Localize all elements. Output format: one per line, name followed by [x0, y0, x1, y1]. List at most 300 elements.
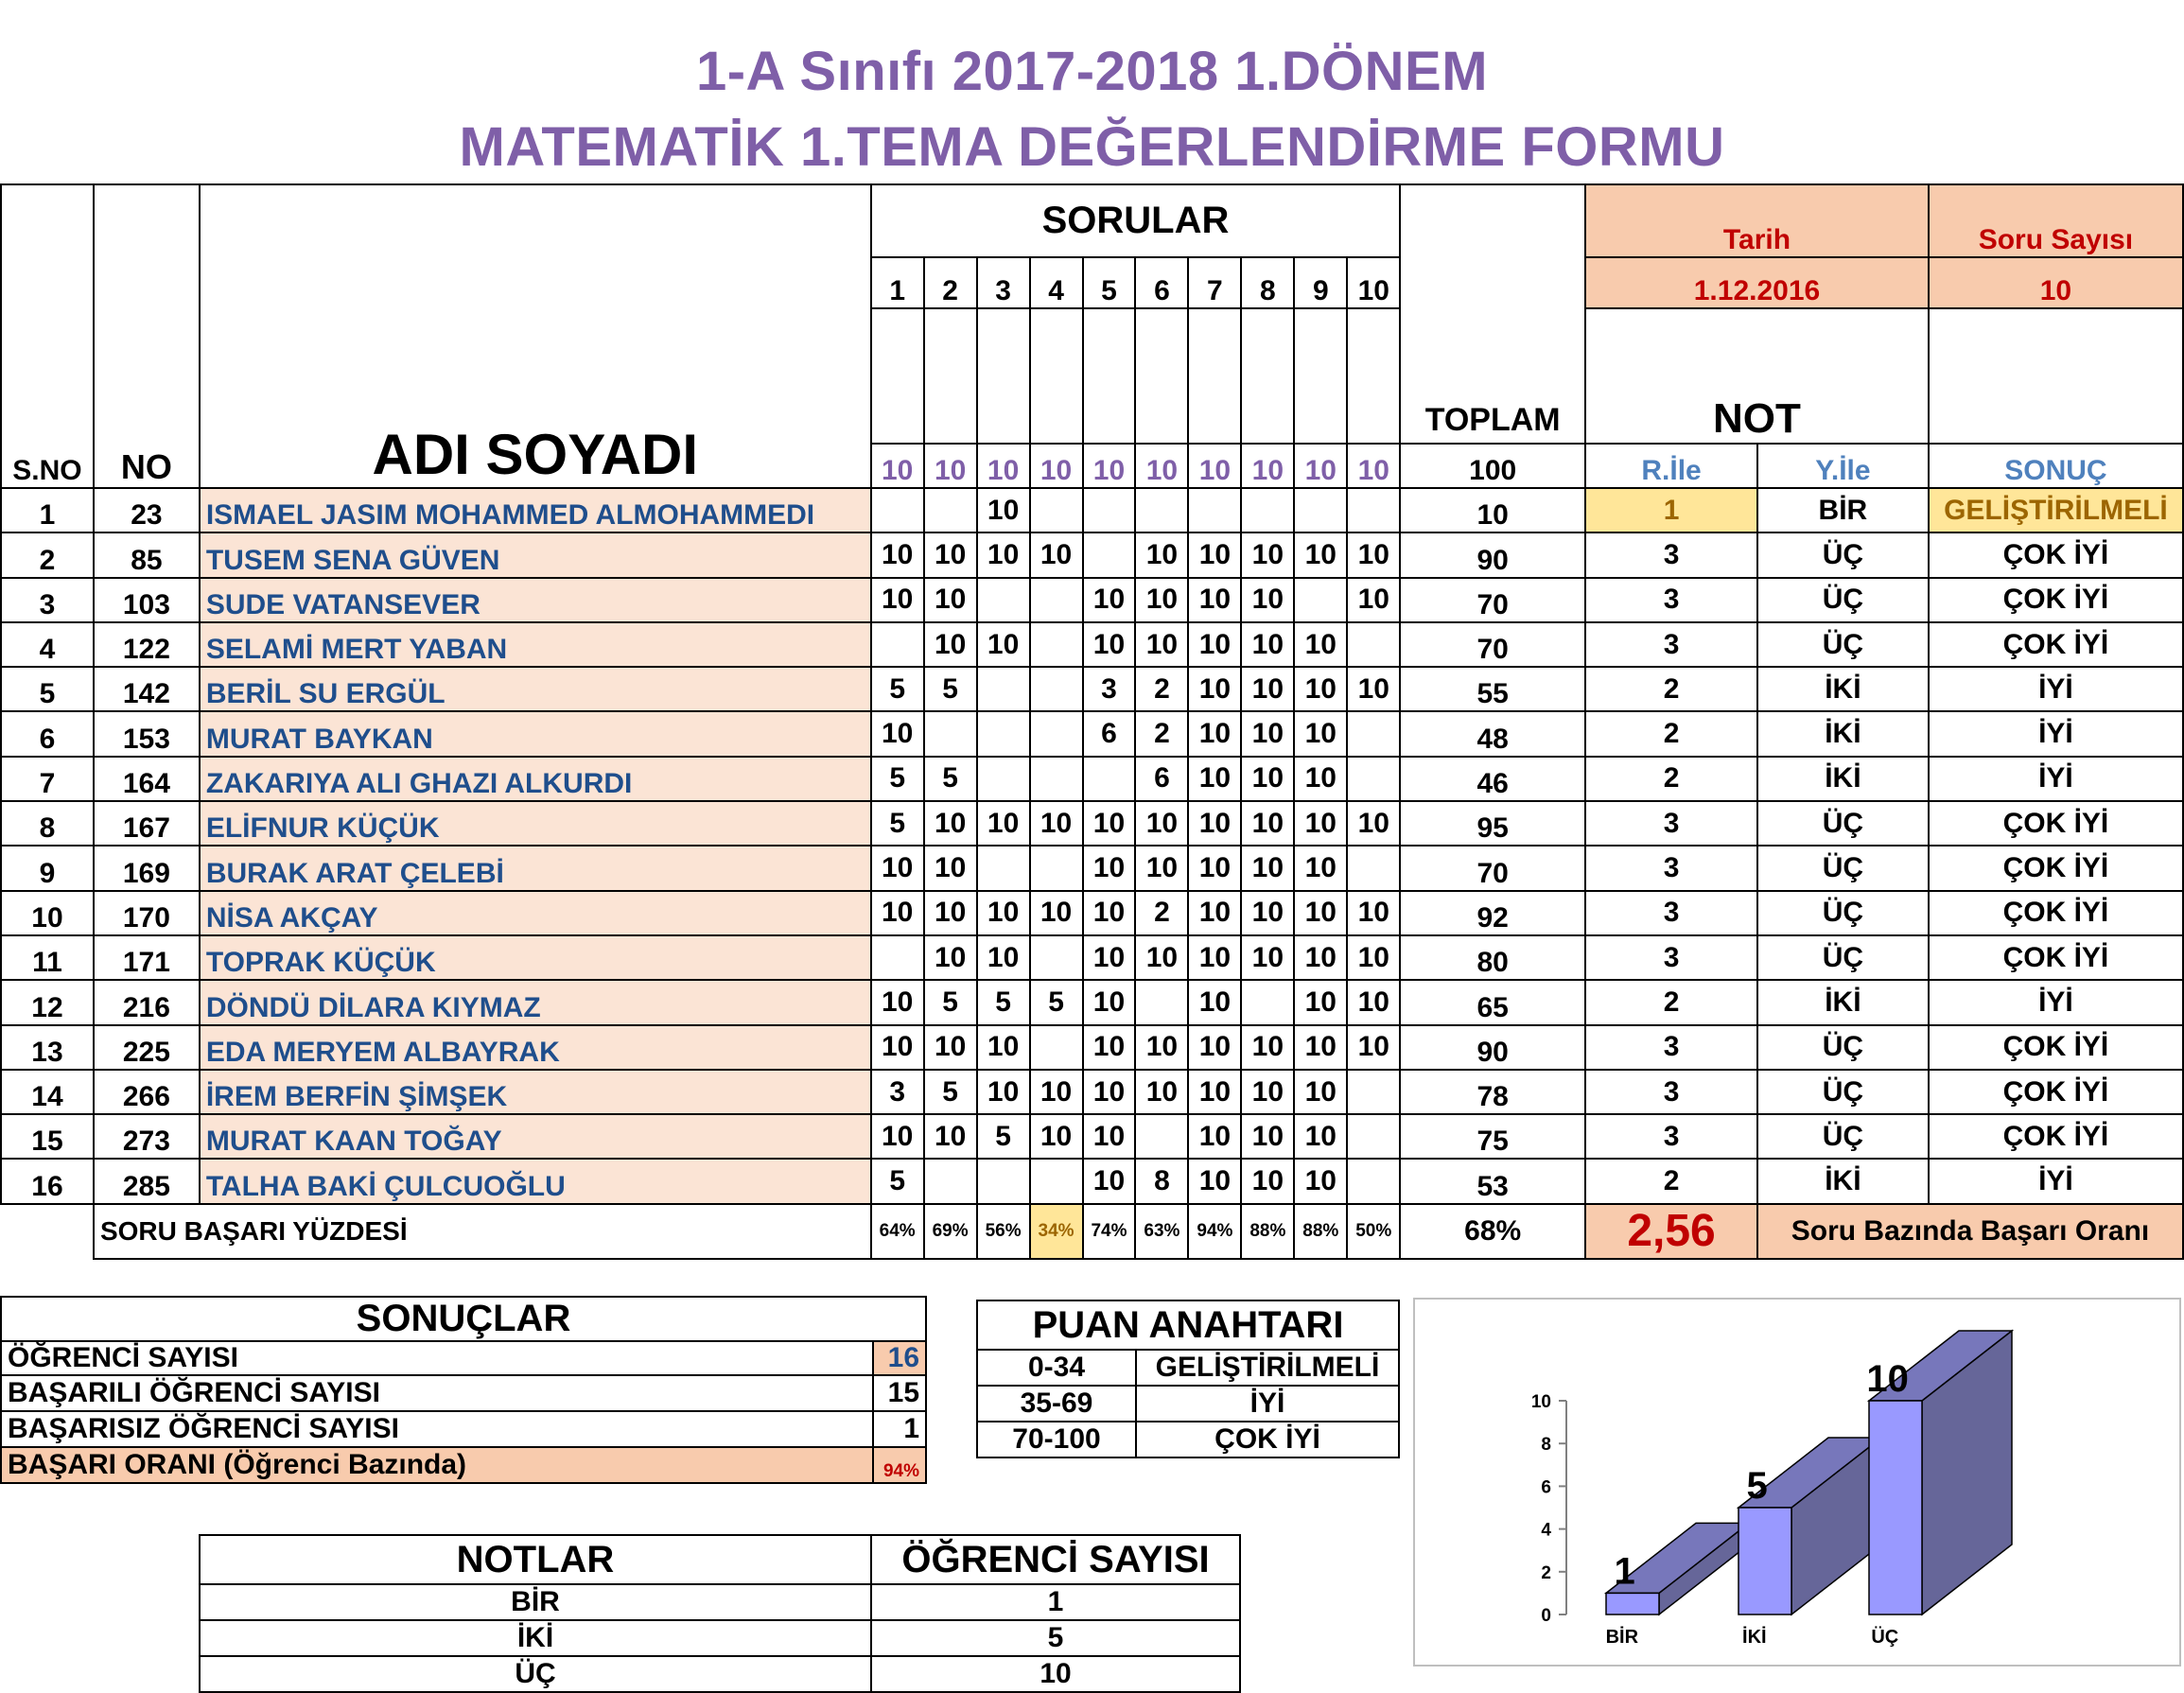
student-score: 10	[1030, 1114, 1083, 1159]
student-grade-number: 2	[1585, 1159, 1757, 1203]
student-grade-number: 3	[1585, 578, 1757, 622]
student-score	[1030, 622, 1083, 667]
student-score	[1083, 532, 1136, 577]
student-no: 273	[94, 1114, 200, 1159]
student-score	[1030, 935, 1083, 980]
table-row	[1, 891, 2183, 935]
student-result: ÇOK İYİ	[1929, 846, 2183, 890]
student-score: 10	[1294, 757, 1347, 801]
notlar-box	[199, 1534, 1241, 1693]
student-score: 10	[871, 1114, 924, 1159]
student-score: 10	[1188, 935, 1241, 980]
soru-sayisi-label: Soru Sayısı	[1929, 184, 2183, 257]
student-sno: 5	[1, 667, 94, 711]
question-number: 1	[871, 257, 924, 308]
student-score	[1294, 488, 1347, 532]
question-number: 2	[924, 257, 977, 308]
student-score: 10	[977, 622, 1030, 667]
student-score	[1188, 488, 1241, 532]
student-score: 2	[1135, 891, 1188, 935]
student-score: 5	[871, 667, 924, 711]
question-number: 5	[1083, 257, 1136, 308]
rile-header: R.İle	[1585, 444, 1757, 488]
student-score: 10	[1241, 801, 1294, 846]
student-score: 10	[1083, 1159, 1136, 1203]
student-grade-number: 2	[1585, 980, 1757, 1024]
student-score: 10	[1083, 578, 1136, 622]
student-score: 10	[1083, 1114, 1136, 1159]
table-row	[1, 757, 2183, 801]
student-total: 92	[1400, 891, 1585, 935]
question-blank-cell	[1241, 308, 1294, 444]
student-score: 10	[1030, 532, 1083, 577]
question-max: 10	[1083, 444, 1136, 488]
student-score	[1030, 757, 1083, 801]
sonuclar-label: BAŞARISIZ ÖĞRENCİ SAYISI	[1, 1411, 873, 1447]
student-no: 216	[94, 980, 200, 1024]
sonuclar-title: SONUÇLAR	[1, 1297, 926, 1341]
student-score: 10	[1241, 532, 1294, 577]
student-score: 10	[977, 935, 1030, 980]
student-name: SUDE VATANSEVER	[200, 578, 871, 622]
student-total: 10	[1400, 488, 1585, 532]
ogrenci-sayisi-header: ÖĞRENCİ SAYISI	[871, 1535, 1240, 1584]
student-result: İYİ	[1929, 1159, 2183, 1203]
form-title-line1: 1-A Sınıfı 2017-2018 1.DÖNEM	[695, 41, 1489, 102]
student-name: MURAT BAYKAN	[200, 711, 871, 756]
student-result: ÇOK İYİ	[1929, 622, 2183, 667]
student-score: 10	[924, 1025, 977, 1070]
student-grade-word: ÜÇ	[1757, 1114, 1929, 1159]
question-number: 10	[1347, 257, 1400, 308]
student-score	[1030, 488, 1083, 532]
student-grade-number: 3	[1585, 532, 1757, 577]
bar	[1606, 1593, 1659, 1614]
student-score: 6	[1083, 711, 1136, 756]
question-max: 10	[977, 444, 1030, 488]
student-name: MURAT KAAN TOĞAY	[200, 1114, 871, 1159]
student-total: 48	[1400, 711, 1585, 756]
student-result: ÇOK İYİ	[1929, 1070, 2183, 1114]
table-row	[1, 578, 2183, 622]
student-score: 10	[871, 846, 924, 890]
student-total: 70	[1400, 622, 1585, 667]
student-score	[1294, 578, 1347, 622]
student-score	[977, 711, 1030, 756]
student-score: 10	[1294, 891, 1347, 935]
student-no: 164	[94, 757, 200, 801]
student-score	[1347, 1070, 1400, 1114]
student-score: 10	[977, 891, 1030, 935]
student-score: 2	[1135, 667, 1188, 711]
student-sno: 2	[1, 532, 94, 577]
student-grade-number: 3	[1585, 846, 1757, 890]
student-grade-word: İKİ	[1757, 1159, 1929, 1203]
student-score: 10	[1030, 801, 1083, 846]
bar	[1869, 1401, 1922, 1614]
student-score: 10	[1135, 935, 1188, 980]
bar	[1738, 1508, 1791, 1614]
student-total: 53	[1400, 1159, 1585, 1203]
student-score	[1030, 846, 1083, 890]
question-blank-cell	[1294, 308, 1347, 444]
student-no: 171	[94, 935, 200, 980]
student-score: 10	[1030, 1070, 1083, 1114]
student-score: 10	[1083, 1025, 1136, 1070]
student-grade-word: ÜÇ	[1757, 1025, 1929, 1070]
student-score: 10	[977, 1070, 1030, 1114]
student-total: 78	[1400, 1070, 1585, 1114]
question-blank-cell	[1083, 308, 1136, 444]
student-name: BURAK ARAT ÇELEBİ	[200, 846, 871, 890]
student-grade-number: 2	[1585, 667, 1757, 711]
student-total: 80	[1400, 935, 1585, 980]
student-grade-number: 3	[1585, 891, 1757, 935]
student-result: ÇOK İYİ	[1929, 1025, 2183, 1070]
student-no: 225	[94, 1025, 200, 1070]
student-score: 10	[871, 532, 924, 577]
student-result: ÇOK İYİ	[1929, 1114, 2183, 1159]
tarih-value: 1.12.2016	[1585, 257, 1929, 308]
student-score: 10	[1135, 801, 1188, 846]
student-score	[1347, 757, 1400, 801]
student-total: 46	[1400, 757, 1585, 801]
y-tick-label: 10	[1530, 1392, 1551, 1412]
student-score: 10	[1294, 711, 1347, 756]
student-score: 5	[1030, 980, 1083, 1024]
notlar-header: NOTLAR	[200, 1535, 871, 1584]
student-score: 10	[1083, 935, 1136, 980]
student-grade-word: ÜÇ	[1757, 846, 1929, 890]
question-number: 7	[1188, 257, 1241, 308]
student-grade-word: İKİ	[1757, 667, 1929, 711]
tarih-label: Tarih	[1585, 184, 1929, 257]
student-no: 170	[94, 891, 200, 935]
student-score: 10	[1188, 846, 1241, 890]
student-score	[1135, 980, 1188, 1024]
footer-row	[1, 1204, 2183, 1259]
student-score	[871, 488, 924, 532]
table-row	[1, 980, 2183, 1024]
student-score: 5	[924, 667, 977, 711]
student-name: ZAKARIYA ALI GHAZI ALKURDI	[200, 757, 871, 801]
student-score	[1135, 1114, 1188, 1159]
student-no: 169	[94, 846, 200, 890]
student-no: 23	[94, 488, 200, 532]
student-name: NİSA AKÇAY	[200, 891, 871, 935]
student-score	[1030, 578, 1083, 622]
notlar-grade: İKİ	[200, 1620, 871, 1656]
student-score: 10	[1188, 801, 1241, 846]
student-sno: 10	[1, 891, 94, 935]
student-score: 10	[1241, 667, 1294, 711]
student-score: 10	[1347, 1025, 1400, 1070]
student-score: 5	[977, 1114, 1030, 1159]
student-score: 10	[1294, 935, 1347, 980]
student-score: 10	[1188, 578, 1241, 622]
student-score	[977, 578, 1030, 622]
student-score: 10	[1188, 1159, 1241, 1203]
puan-label: GELİŞTİRİLMELİ	[1136, 1350, 1399, 1386]
grades-bar-chart	[1415, 1300, 2183, 1668]
footer-blank-cell	[1, 1204, 94, 1259]
y-tick-label: 2	[1541, 1562, 1551, 1583]
puan-range: 0-34	[977, 1350, 1136, 1386]
student-score: 10	[1241, 578, 1294, 622]
student-score: 5	[977, 980, 1030, 1024]
notlar-count: 1	[871, 1584, 1240, 1620]
student-score	[1030, 1025, 1083, 1070]
student-result: ÇOK İYİ	[1929, 532, 2183, 577]
student-score: 10	[871, 891, 924, 935]
question-max: 10	[1030, 444, 1083, 488]
notlar-grade: ÜÇ	[200, 1656, 871, 1692]
student-score: 10	[871, 980, 924, 1024]
student-score	[1030, 1159, 1083, 1203]
student-score: 10	[1188, 891, 1241, 935]
student-score	[1347, 622, 1400, 667]
table-row	[1, 532, 2183, 577]
student-grade-number: 3	[1585, 1114, 1757, 1159]
student-total: 65	[1400, 980, 1585, 1024]
student-grade-number: 3	[1585, 801, 1757, 846]
form-title-line2: MATEMATİK 1.TEMA DEĞERLENDİRME FORMU	[459, 116, 1725, 178]
student-score: 10	[1188, 532, 1241, 577]
student-total: 70	[1400, 578, 1585, 622]
student-no: 285	[94, 1159, 200, 1203]
student-score	[1030, 711, 1083, 756]
question-number: 3	[977, 257, 1030, 308]
blank-cell	[1929, 308, 2183, 444]
student-score: 10	[1294, 667, 1347, 711]
student-score: 10	[924, 1114, 977, 1159]
notlar-count: 5	[871, 1620, 1240, 1656]
student-score: 10	[1135, 846, 1188, 890]
student-score	[977, 757, 1030, 801]
data-label: 10	[1866, 1358, 1909, 1400]
student-score: 10	[1241, 935, 1294, 980]
question-max: 10	[1294, 444, 1347, 488]
student-score: 10	[1083, 1070, 1136, 1114]
student-total: 95	[1400, 801, 1585, 846]
student-result: İYİ	[1929, 667, 2183, 711]
sonuclar-box	[0, 1296, 927, 1484]
student-score: 10	[1135, 532, 1188, 577]
sonuclar-value: 16	[873, 1341, 926, 1375]
student-score	[977, 846, 1030, 890]
y-tick-label: 4	[1541, 1520, 1551, 1541]
student-sno: 1	[1, 488, 94, 532]
puan-range: 35-69	[977, 1386, 1136, 1422]
x-tick-label: BİR	[1605, 1627, 1639, 1648]
question-success-percent: 50%	[1347, 1204, 1400, 1259]
student-score: 10	[1294, 846, 1347, 890]
student-score: 5	[871, 801, 924, 846]
question-blank-cell	[977, 308, 1030, 444]
sonuclar-label: BAŞARI ORANI (Öğrenci Bazında)	[1, 1447, 873, 1483]
student-result: İYİ	[1929, 980, 2183, 1024]
student-score: 10	[924, 532, 977, 577]
name-header: ADI SOYADI	[200, 184, 871, 488]
question-max: 10	[871, 444, 924, 488]
student-grade-word: ÜÇ	[1757, 935, 1929, 980]
student-grade-word: İKİ	[1757, 711, 1929, 756]
student-score: 5	[924, 1070, 977, 1114]
question-number: 6	[1135, 257, 1188, 308]
student-name: EDA MERYEM ALBAYRAK	[200, 1025, 871, 1070]
question-success-percent: 56%	[977, 1204, 1030, 1259]
student-score: 10	[871, 1025, 924, 1070]
student-result: ÇOK İYİ	[1929, 935, 2183, 980]
student-score: 10	[1241, 1114, 1294, 1159]
student-grade-word: ÜÇ	[1757, 801, 1929, 846]
student-score: 10	[1241, 711, 1294, 756]
student-grade-word: ÜÇ	[1757, 532, 1929, 577]
student-no: 122	[94, 622, 200, 667]
table-row	[1, 801, 2183, 846]
question-blank-cell	[924, 308, 977, 444]
puan-title: PUAN ANAHTARI	[977, 1300, 1399, 1350]
no-header: NO	[94, 184, 200, 488]
student-sno: 16	[1, 1159, 94, 1203]
student-name: BERİL SU ERGÜL	[200, 667, 871, 711]
student-score: 10	[1241, 1025, 1294, 1070]
student-score: 10	[1294, 980, 1347, 1024]
student-sno: 13	[1, 1025, 94, 1070]
sonuclar-value: 1	[873, 1411, 926, 1447]
puan-range: 70-100	[977, 1422, 1136, 1457]
notlar-count: 10	[871, 1656, 1240, 1692]
y-tick-label: 6	[1541, 1477, 1551, 1498]
yile-header: Y.İle	[1757, 444, 1929, 488]
student-grade-number: 3	[1585, 935, 1757, 980]
student-score: 10	[977, 532, 1030, 577]
student-score: 10	[1083, 980, 1136, 1024]
student-score	[1135, 488, 1188, 532]
student-score: 10	[1294, 1114, 1347, 1159]
soru-sayisi-value: 10	[1929, 257, 2183, 308]
student-sno: 14	[1, 1070, 94, 1114]
table-row	[1, 935, 2183, 980]
student-score: 10	[1083, 801, 1136, 846]
notlar-grade: BİR	[200, 1584, 871, 1620]
student-score: 10	[1347, 980, 1400, 1024]
puan-label: İYİ	[1136, 1386, 1399, 1422]
question-success-percent: 74%	[1083, 1204, 1136, 1259]
student-score: 10	[1188, 622, 1241, 667]
student-sno: 11	[1, 935, 94, 980]
student-grade-number: 3	[1585, 1070, 1757, 1114]
student-score	[924, 488, 977, 532]
student-sno: 3	[1, 578, 94, 622]
student-score	[924, 711, 977, 756]
student-score: 10	[1241, 846, 1294, 890]
student-score: 10	[1294, 1070, 1347, 1114]
student-score	[1241, 980, 1294, 1024]
student-name: İREM BERFİN ŞİMŞEK	[200, 1070, 871, 1114]
sonuclar-label: ÖĞRENCİ SAYISI	[1, 1341, 873, 1375]
student-grade-number: 1	[1585, 488, 1757, 532]
student-score: 10	[977, 801, 1030, 846]
student-score	[977, 1159, 1030, 1203]
student-score: 10	[1241, 757, 1294, 801]
question-max: 10	[1188, 444, 1241, 488]
sonuc-header: SONUÇ	[1929, 444, 2183, 488]
student-score: 10	[1135, 578, 1188, 622]
student-score	[1083, 757, 1136, 801]
question-number: 9	[1294, 257, 1347, 308]
student-score	[1347, 1159, 1400, 1203]
student-sno: 9	[1, 846, 94, 890]
student-score: 10	[924, 935, 977, 980]
student-total: 90	[1400, 1025, 1585, 1070]
question-success-percent: 63%	[1135, 1204, 1188, 1259]
question-blank-cell	[1188, 308, 1241, 444]
student-score: 10	[871, 711, 924, 756]
student-no: 153	[94, 711, 200, 756]
student-grade-word: ÜÇ	[1757, 891, 1929, 935]
student-score: 10	[924, 801, 977, 846]
question-success-percent: 34%	[1030, 1204, 1083, 1259]
chart-frame	[1413, 1298, 2181, 1667]
student-score: 2	[1135, 711, 1188, 756]
student-score: 10	[924, 891, 977, 935]
average-grade: 2,56	[1585, 1204, 1757, 1259]
evaluation-table	[0, 183, 2184, 1260]
student-no: 85	[94, 532, 200, 577]
student-name: ELİFNUR KÜÇÜK	[200, 801, 871, 846]
student-score	[1083, 488, 1136, 532]
student-score	[924, 1159, 977, 1203]
student-score: 10	[1188, 1114, 1241, 1159]
student-name: DÖNDÜ DİLARA KIYMAZ	[200, 980, 871, 1024]
student-no: 167	[94, 801, 200, 846]
table-row	[1, 488, 2183, 532]
student-sno: 6	[1, 711, 94, 756]
student-grade-word: İKİ	[1757, 980, 1929, 1024]
student-score: 10	[1241, 1159, 1294, 1203]
student-score: 10	[1135, 1025, 1188, 1070]
student-score: 10	[1135, 622, 1188, 667]
student-score	[871, 622, 924, 667]
table-row	[1, 622, 2183, 667]
student-result: ÇOK İYİ	[1929, 891, 2183, 935]
student-score: 10	[1294, 801, 1347, 846]
student-score: 10	[1241, 622, 1294, 667]
student-score	[1347, 711, 1400, 756]
student-result: ÇOK İYİ	[1929, 578, 2183, 622]
student-score: 10	[1188, 757, 1241, 801]
student-score: 10	[1241, 891, 1294, 935]
student-score: 5	[871, 757, 924, 801]
student-grade-number: 2	[1585, 711, 1757, 756]
data-label: 1	[1614, 1550, 1635, 1593]
student-score: 10	[1083, 846, 1136, 890]
student-name: SELAMİ MERT YABAN	[200, 622, 871, 667]
student-score: 10	[1294, 1159, 1347, 1203]
not-header: NOT	[1585, 308, 1929, 444]
student-name: TOPRAK KÜÇÜK	[200, 935, 871, 980]
toplam-max: 100	[1400, 444, 1585, 488]
student-score	[1347, 1114, 1400, 1159]
student-score: 5	[871, 1159, 924, 1203]
student-score: 10	[1294, 532, 1347, 577]
student-score: 10	[1294, 1025, 1347, 1070]
student-score	[1347, 488, 1400, 532]
table-row	[1, 711, 2183, 756]
student-result: İYİ	[1929, 711, 2183, 756]
question-success-percent: 88%	[1241, 1204, 1294, 1259]
